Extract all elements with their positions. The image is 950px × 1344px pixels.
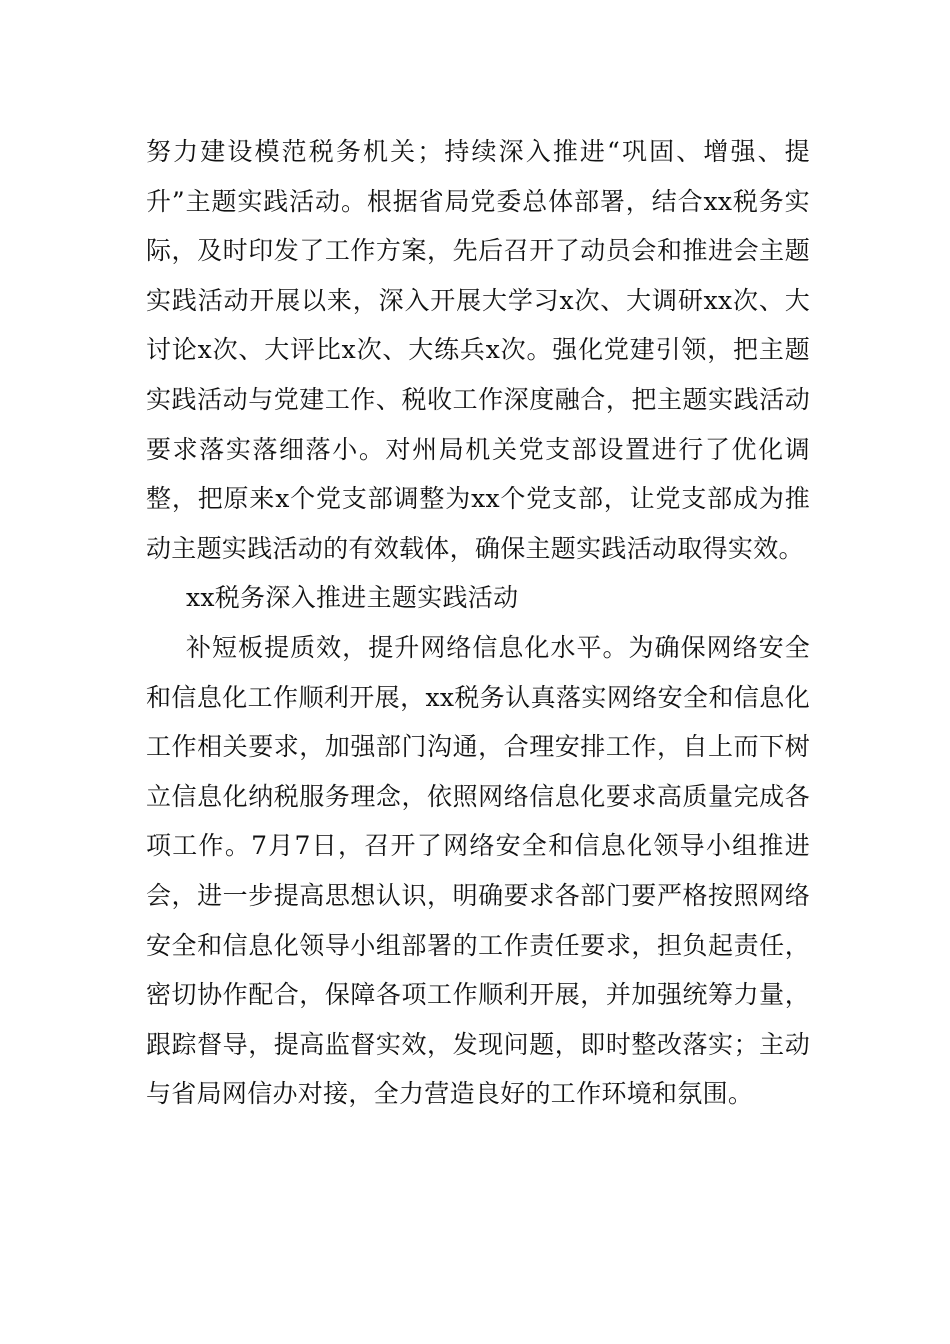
body-paragraph-1: 努力建设模范税务机关；持续深入推进“巩固、增强、提升”主题实践活动。根据省局党委总体部署，结合xx税务实际，及时印发了工作方案，先后召开了动员会和推进会主题实践活动开展以来，深入开展大学习x次、大调研xx次、大讨论x次、大评比x次、大练兵x次。强化党建引领，把主题实践活动与党建工作、税收工作深度融合，把主题实践活动要求落实落细落小。对州局机关党支部设置进行了优化调整，把原来x个党支部调整为xx个党支部，让党支部成为推动主题实践活动的有效载体，确保主题实践活动取得实效。 [146,137,810,563]
section-heading: xx税务深入推进主题实践活动 [186,583,519,613]
document-body [146,127,810,1119]
body-paragraph-2: 补短板提质效，提升网络信息化水平。为确保网络安全和信息化工作顺利开展，xx税务认真落实网络安全和信息化工作相关要求，加强部门沟通，合理安排工作，自上而下树立信息化纳税服务理念，依照网络信息化要求高质量完成各项工作。7月7日，召开了网络安全和信息化领导小组推进会，进一步提高思想认识，明确要求各部门要严格按照网络安全和信息化领导小组部署的工作责任要求，担负起责任，密切协作配合，保障各项工作顺利开展，并加强统筹力量，跟踪督导，提高监督实效，发现问题，即时整改落实；主动与省局网信办对接，全力营造良好的工作环境和氛围。 [146,632,810,1109]
